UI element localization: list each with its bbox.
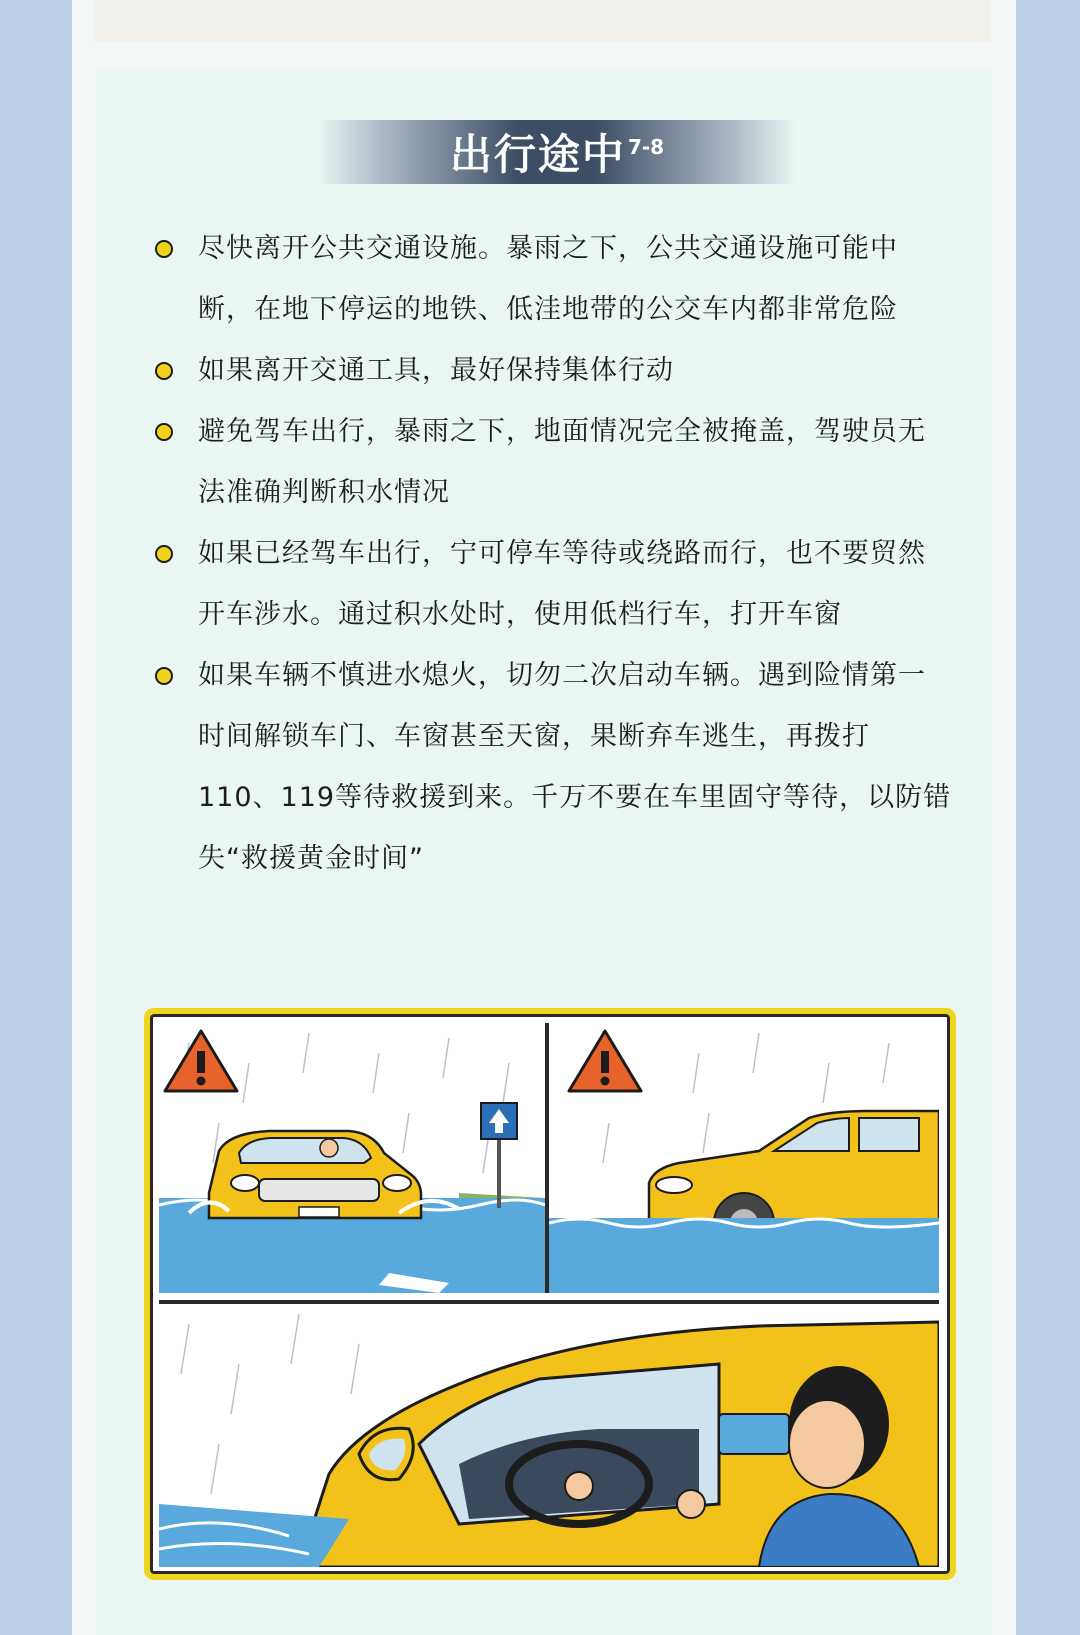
section-card (96, 68, 992, 1635)
bullet-dot-icon (155, 667, 173, 685)
previous-section-strip (94, 0, 990, 42)
flood-driving-illustration (144, 1008, 956, 1580)
warning-triangle-icon (165, 1031, 237, 1091)
list-item (152, 523, 952, 645)
bullet-dot-icon (155, 240, 173, 258)
tips-list (152, 218, 952, 889)
list-item-text: 如果已经驾车出行，宁可停车等待或绕路而行，也不要贸然开车涉水。通过积水处时，使用低档行车，打开车窗 (198, 538, 926, 630)
list-item-text: 如果车辆不慎进水熄火，切勿二次启动车辆。遇到险情第一时间解锁车门、车窗甚至天窗，果断弃车逃生，再拨打110、119等待救援到来。千万不要在车里固守等待，以防错失“救援黄金时间” (198, 660, 952, 874)
bullet-dot-icon (155, 423, 173, 441)
illustration-panel-car-in-water (549, 1023, 939, 1293)
list-item (152, 340, 952, 401)
yellow-car-front-icon (209, 1131, 421, 1218)
list-item (152, 645, 952, 889)
section-title (450, 122, 664, 182)
bullet-dot-icon (155, 545, 173, 563)
panel-3-drawing (159, 1304, 939, 1567)
list-item-text: 尽快离开公共交通设施。暴雨之下，公共交通设施可能中断，在地下停运的地铁、低洼地带的公交车内都非常危险 (198, 233, 898, 325)
illustration-panel-driving-through-water (159, 1023, 549, 1293)
bullet-dot-icon (155, 362, 173, 380)
section-title-text: 出行途中 (449, 130, 626, 179)
panel-1-drawing (159, 1023, 545, 1293)
road-sign-arrow-icon (481, 1103, 517, 1208)
section-title-reference: 7-8 (627, 135, 665, 159)
list-item (152, 218, 952, 340)
warning-triangle-icon (569, 1031, 641, 1091)
list-item-text: 避免驾车出行，暴雨之下，地面情况完全被掩盖，驾驶员无法准确判断积水情况 (198, 416, 926, 508)
illustration-panel-driver-low-gear (159, 1300, 939, 1567)
panel-2-drawing (549, 1023, 939, 1293)
page (72, 0, 1016, 1635)
list-item-text: 如果离开交通工具，最好保持集体行动 (198, 355, 674, 386)
list-item (152, 401, 952, 523)
section-title-bar (318, 120, 796, 184)
